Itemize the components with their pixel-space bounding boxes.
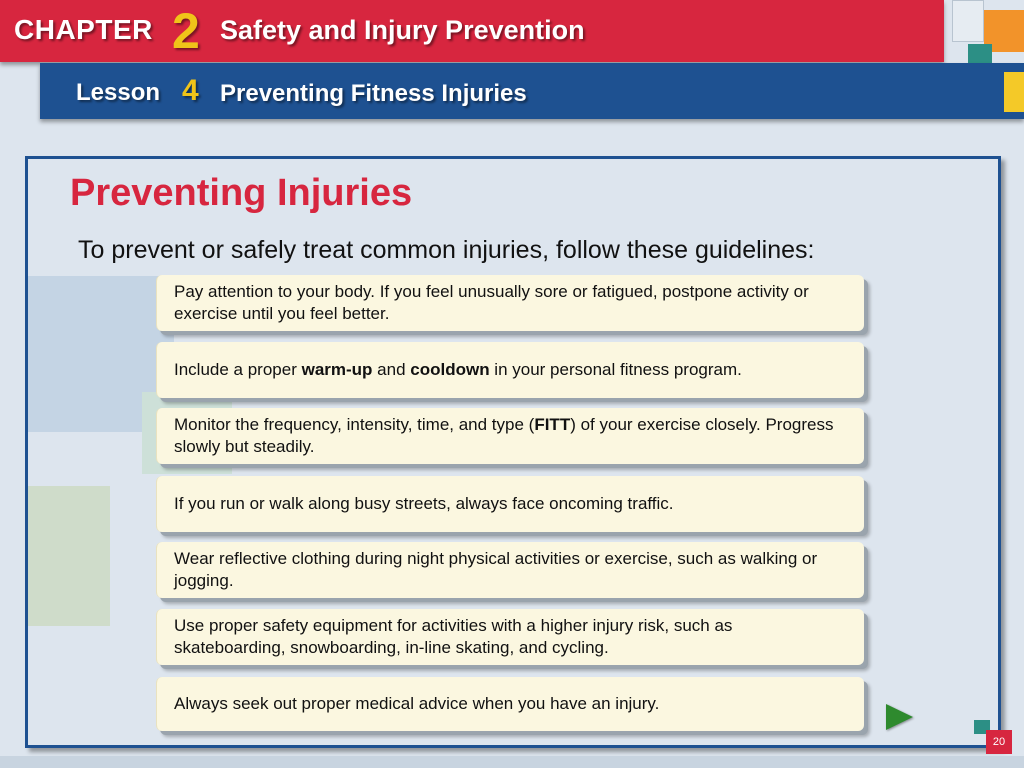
lesson-header [40, 63, 1024, 119]
guideline-card [156, 677, 864, 731]
decorative-square-grey [952, 0, 984, 42]
chapter-header [0, 0, 944, 62]
slide-intro: To prevent or safely treat common injuries, follow these guidelines: [78, 236, 815, 264]
guideline-card [156, 342, 864, 398]
next-arrow-icon[interactable] [886, 704, 913, 730]
lesson-title: Preventing Fitness Injuries [220, 80, 527, 107]
page-number: 20 [986, 730, 1012, 754]
guideline-card [156, 476, 864, 532]
guideline-card [156, 275, 864, 331]
guideline-text: Include a proper warm-up and cooldown in your personal fitness program. [174, 360, 742, 379]
decorative-block [28, 486, 110, 626]
term-fitt: FITT [534, 415, 571, 434]
decorative-square-yellow [1004, 72, 1024, 112]
guideline-text: If you run or walk along busy streets, always face oncoming traffic. [174, 494, 674, 513]
chapter-number: 2 [172, 3, 200, 59]
slide-title: Preventing Injuries [70, 172, 413, 214]
term-warm-up: warm-up [301, 360, 373, 379]
guideline-text: Always seek out proper medical advice when you have an injury. [174, 694, 660, 713]
guideline-card [156, 408, 864, 464]
guideline-card [156, 542, 864, 598]
guideline-text: Wear reflective clothing during night physical activities or exercise, such as walking or jogging. [174, 549, 818, 590]
guideline-text: Pay attention to your body. If you feel unusually sore or fatigued, postpone activity or exercise until you feel better. [174, 282, 809, 323]
chapter-title: Safety and Injury Prevention [220, 15, 585, 45]
lesson-label: Lesson [76, 79, 161, 106]
bottom-strip [0, 756, 1024, 768]
guideline-text: Use proper safety equipment for activities with a higher injury risk, such as skateboarding, snowboarding, in-line skating, and cycling. [174, 616, 733, 657]
guideline-text: Monitor the frequency, intensity, time, and type (FITT) of your exercise closely. Progress slowly but steadily. [174, 415, 834, 456]
lesson-number: 4 [182, 74, 199, 107]
chapter-label: CHAPTER [14, 14, 153, 45]
guideline-card [156, 609, 864, 665]
term-cooldown: cooldown [410, 360, 490, 379]
